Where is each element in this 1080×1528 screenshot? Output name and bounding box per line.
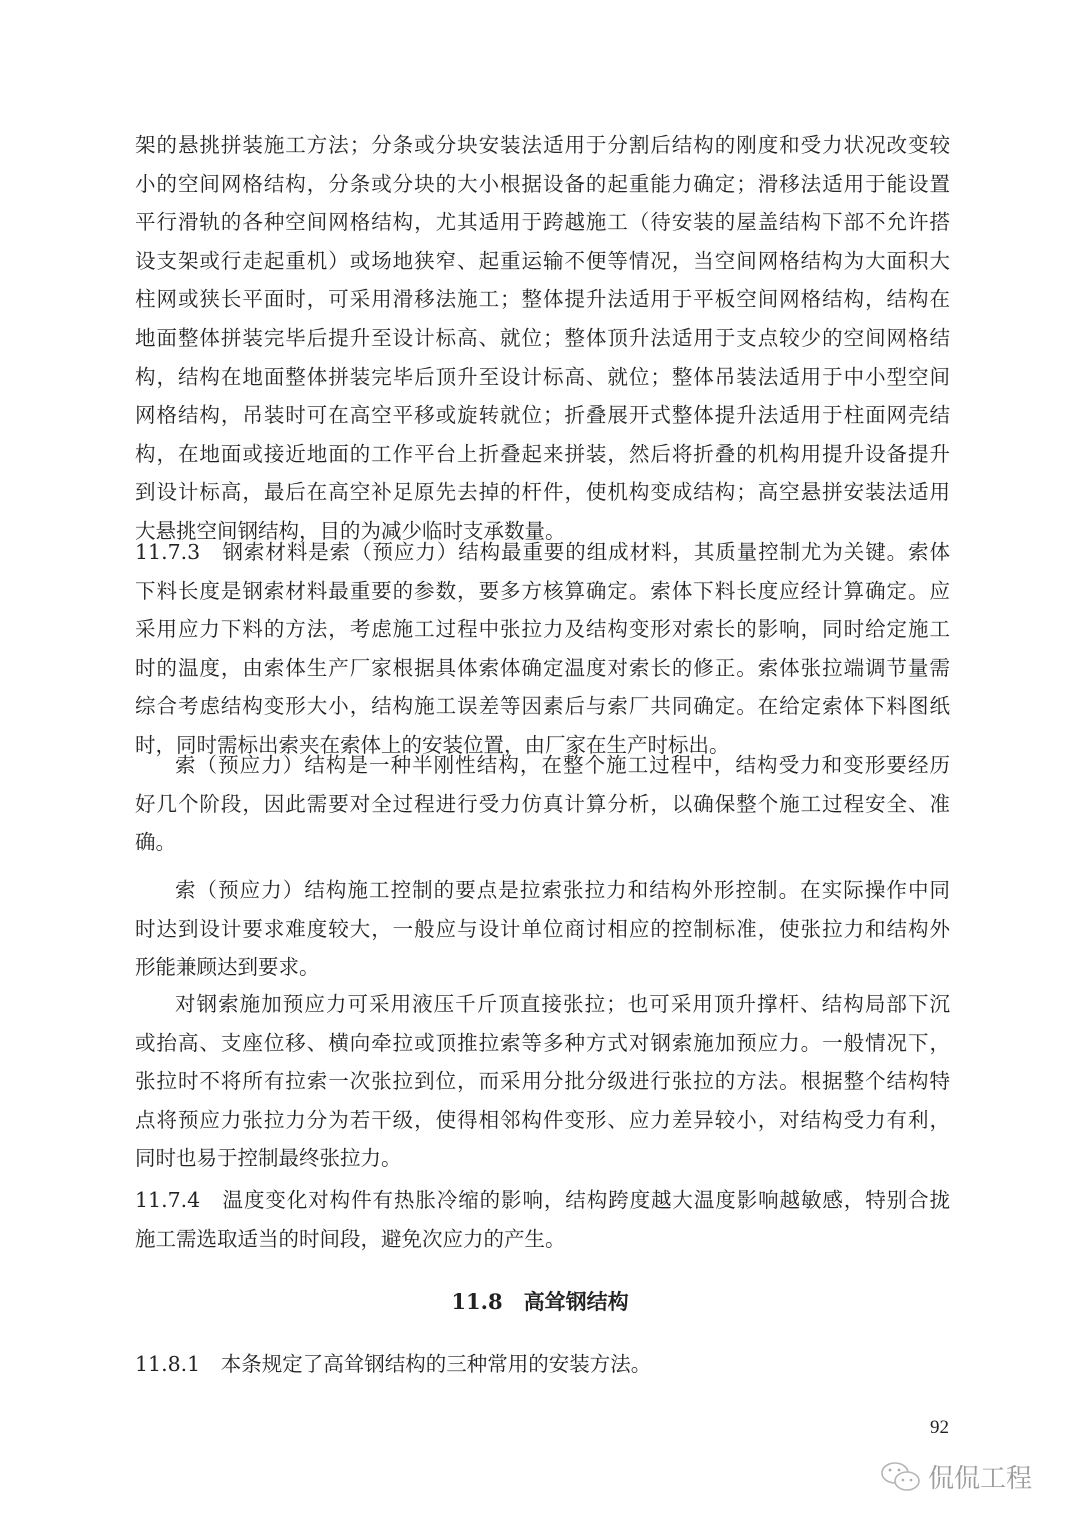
text-line: 设支架或行走起重机）或场地狭窄、起重运输不便等情况，当空间网格结构为大面积大: [135, 248, 950, 273]
watermark: [880, 1458, 1032, 1495]
text-line: 形能兼顾达到要求。: [135, 955, 320, 980]
text-line: 到设计标高，最后在高空补足原先去掉的杆件，使机构变成结构；高空悬拼安装法适用: [135, 480, 950, 505]
text-line: 架的悬挑拼装施工方法；分条或分块安装法适用于分割后结构的刚度和受力状况改变较: [135, 133, 950, 157]
text-line: 构，在地面或接近地面的工作平台上折叠起来拼装，然后将折叠的机构用提升设备提升: [135, 441, 950, 466]
text-line: 11.7.4 温度变化对构件有热胀冷缩的影响，结构跨度越大温度影响越敏感，特别合拢: [135, 1188, 950, 1212]
text-line: 小的空间网格结构，分条或分块的大小根据设备的起重能力确定；滑移法适用于能设置: [135, 171, 950, 196]
page-number: 92: [930, 1417, 949, 1438]
text-line: 索（预应力）结构是一种半刚性结构，在整个施工过程中，结构受力和变形要经历: [175, 753, 950, 777]
text-line: 下料长度是钢索材料最重要的参数，要多方核算确定。索体下料长度应经计算确定。应: [135, 578, 950, 603]
text-line: 采用应力下料的方法，考虑施工过程中张拉力及结构变形对索长的影响，同时给定施工: [135, 617, 950, 642]
text-line: 地面整体拼装完毕后提升至设计标高、就位；整体顶升法适用于支点较少的空间网格结: [135, 325, 950, 350]
text-line: 平行滑轨的各种空间网格结构，尤其适用于跨越施工（待安装的屋盖结构下部不允许搭: [135, 210, 950, 235]
clause-11-7-3: [135, 533, 950, 765]
text-line: 11.8.1 本条规定了高耸钢结构的三种常用的安装方法。: [135, 1352, 652, 1376]
wechat-icon: [880, 1460, 922, 1494]
text-line: 确。: [135, 830, 176, 855]
paragraph-installation-methods: [135, 126, 950, 551]
watermark-text: 侃侃工程: [928, 1464, 1033, 1494]
text-line: 大悬挑空间钢结构，目的为减少临时支承数量。: [135, 518, 566, 543]
text-line: 施工需选取适当的时间段，避免次应力的产生。: [135, 1226, 566, 1251]
text-line: 索（预应力）结构施工控制的要点是拉索张拉力和结构外形控制。在实际操作中同: [175, 878, 950, 902]
text-line: 柱网或狭长平面时，可采用滑移法施工；整体提升法适用于平板空间网格结构，结构在: [135, 287, 950, 312]
text-line: 时，同时需标出索夹在索体上的安装位置，由厂家在生产时标出。: [135, 732, 730, 757]
text-line: 构，结构在地面整体拼装完毕后顶升至设计标高、就位；整体吊装法适用于中小型空间: [135, 364, 950, 389]
text-line: 或抬高、支座位移、横向牵拉或顶推拉索等多种方式对钢索施加预应力。一般情况下，: [135, 1030, 950, 1055]
text-line: 对钢索施加预应力可采用液压千斤顶直接张拉；也可采用顶升撑杆、结构局部下沉: [175, 992, 950, 1016]
text-line: 好几个阶段，因此需要对全过程进行受力仿真计算分析，以确保整个施工过程安全、准: [135, 791, 950, 816]
text-line: 时达到设计要求难度较大，一般应与设计单位商讨相应的控制标准，使张拉力和结构外: [135, 916, 950, 941]
clause-11-7-4: [135, 1181, 950, 1258]
paragraph-prestress-methods: [135, 985, 950, 1178]
section-heading: 11.8 高耸钢结构: [451, 1289, 629, 1314]
text-line: 11.7.3 钢索材料是索（预应力）结构最重要的组成材料，其质量控制尤为关键。索体: [135, 540, 950, 564]
text-line: 张拉时不将所有拉索一次张拉到位，而采用分批分级进行张拉的方法。根据整个结构特: [135, 1069, 950, 1094]
text-line: 点将预应力张拉力分为若干级，使得相邻构件变形、应力差异较小，对结构受力有利，: [135, 1107, 950, 1132]
text-line: 时的温度，由索体生产厂家根据具体索体确定温度对索长的修正。索体张拉端调节量需: [135, 655, 950, 680]
text-line: 同时也易于控制最终张拉力。: [135, 1146, 402, 1171]
paragraph-semi-rigid: [135, 746, 950, 862]
text-line: 网格结构，吊装时可在高空平移或旋转就位；折叠展开式整体提升法适用于柱面网壳结: [135, 403, 950, 428]
clause-11-8-1: [135, 1345, 950, 1384]
paragraph-control-points: [135, 871, 950, 987]
text-line: 综合考虑结构变形大小，结构施工误差等因素后与索厂共同确定。在给定索体下料图纸: [135, 694, 950, 719]
